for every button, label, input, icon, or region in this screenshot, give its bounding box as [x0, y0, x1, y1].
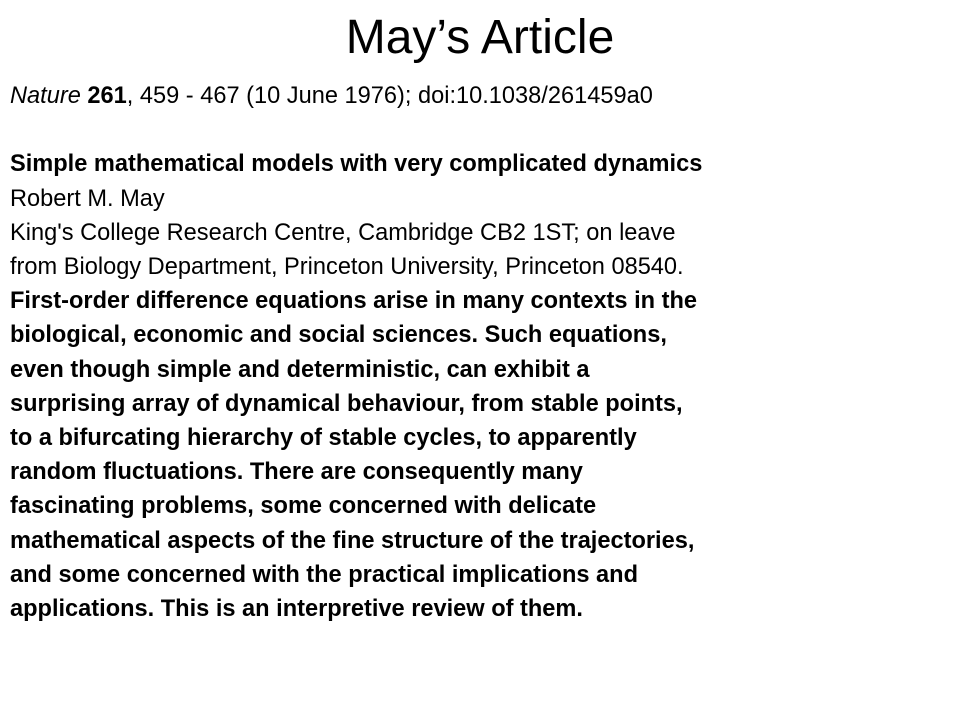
article-author: Robert M. May — [10, 185, 165, 212]
journal-volume: 261 — [87, 83, 127, 109]
abstract-line: even though simple and deterministic, can exhibit a — [10, 356, 590, 383]
journal-name: Nature — [10, 83, 81, 109]
abstract-line: fascinating problems, some concerned with delicate — [10, 493, 597, 520]
article-abstract — [10, 284, 955, 626]
spacer — [10, 113, 955, 147]
abstract-line: and some concerned with the practical implications and — [10, 561, 638, 588]
slide-title: May’s Article — [345, 11, 615, 64]
abstract-line: First-order difference equations arise in many contexts in the — [10, 288, 698, 315]
article-title: Simple mathematical models with very complicated dynamics — [10, 151, 703, 178]
abstract-line: biological, economic and social sciences. Such equations, — [10, 322, 667, 349]
slide-body — [10, 79, 955, 626]
citation-line — [10, 79, 955, 113]
abstract-line: random fluctuations. There are consequently many — [10, 459, 583, 486]
citation-details: , 459 - 467 (10 June 1976); doi:10.1038/261459a0 — [126, 83, 653, 109]
abstract-line: surprising array of dynamical behaviour, from stable points, — [10, 390, 683, 417]
affiliation-line: from Biology Department, Princeton University, Princeton 08540. — [10, 254, 684, 280]
affiliation-line: King's College Research Centre, Cambridge CB2 1ST; on leave — [10, 219, 676, 246]
abstract-line: applications. This is an interpretive review of them. — [10, 596, 583, 623]
abstract-line: mathematical aspects of the fine structure of the trajectories, — [10, 527, 695, 554]
abstract-line: to a bifurcating hierarchy of stable cycles, to apparently — [10, 425, 637, 452]
